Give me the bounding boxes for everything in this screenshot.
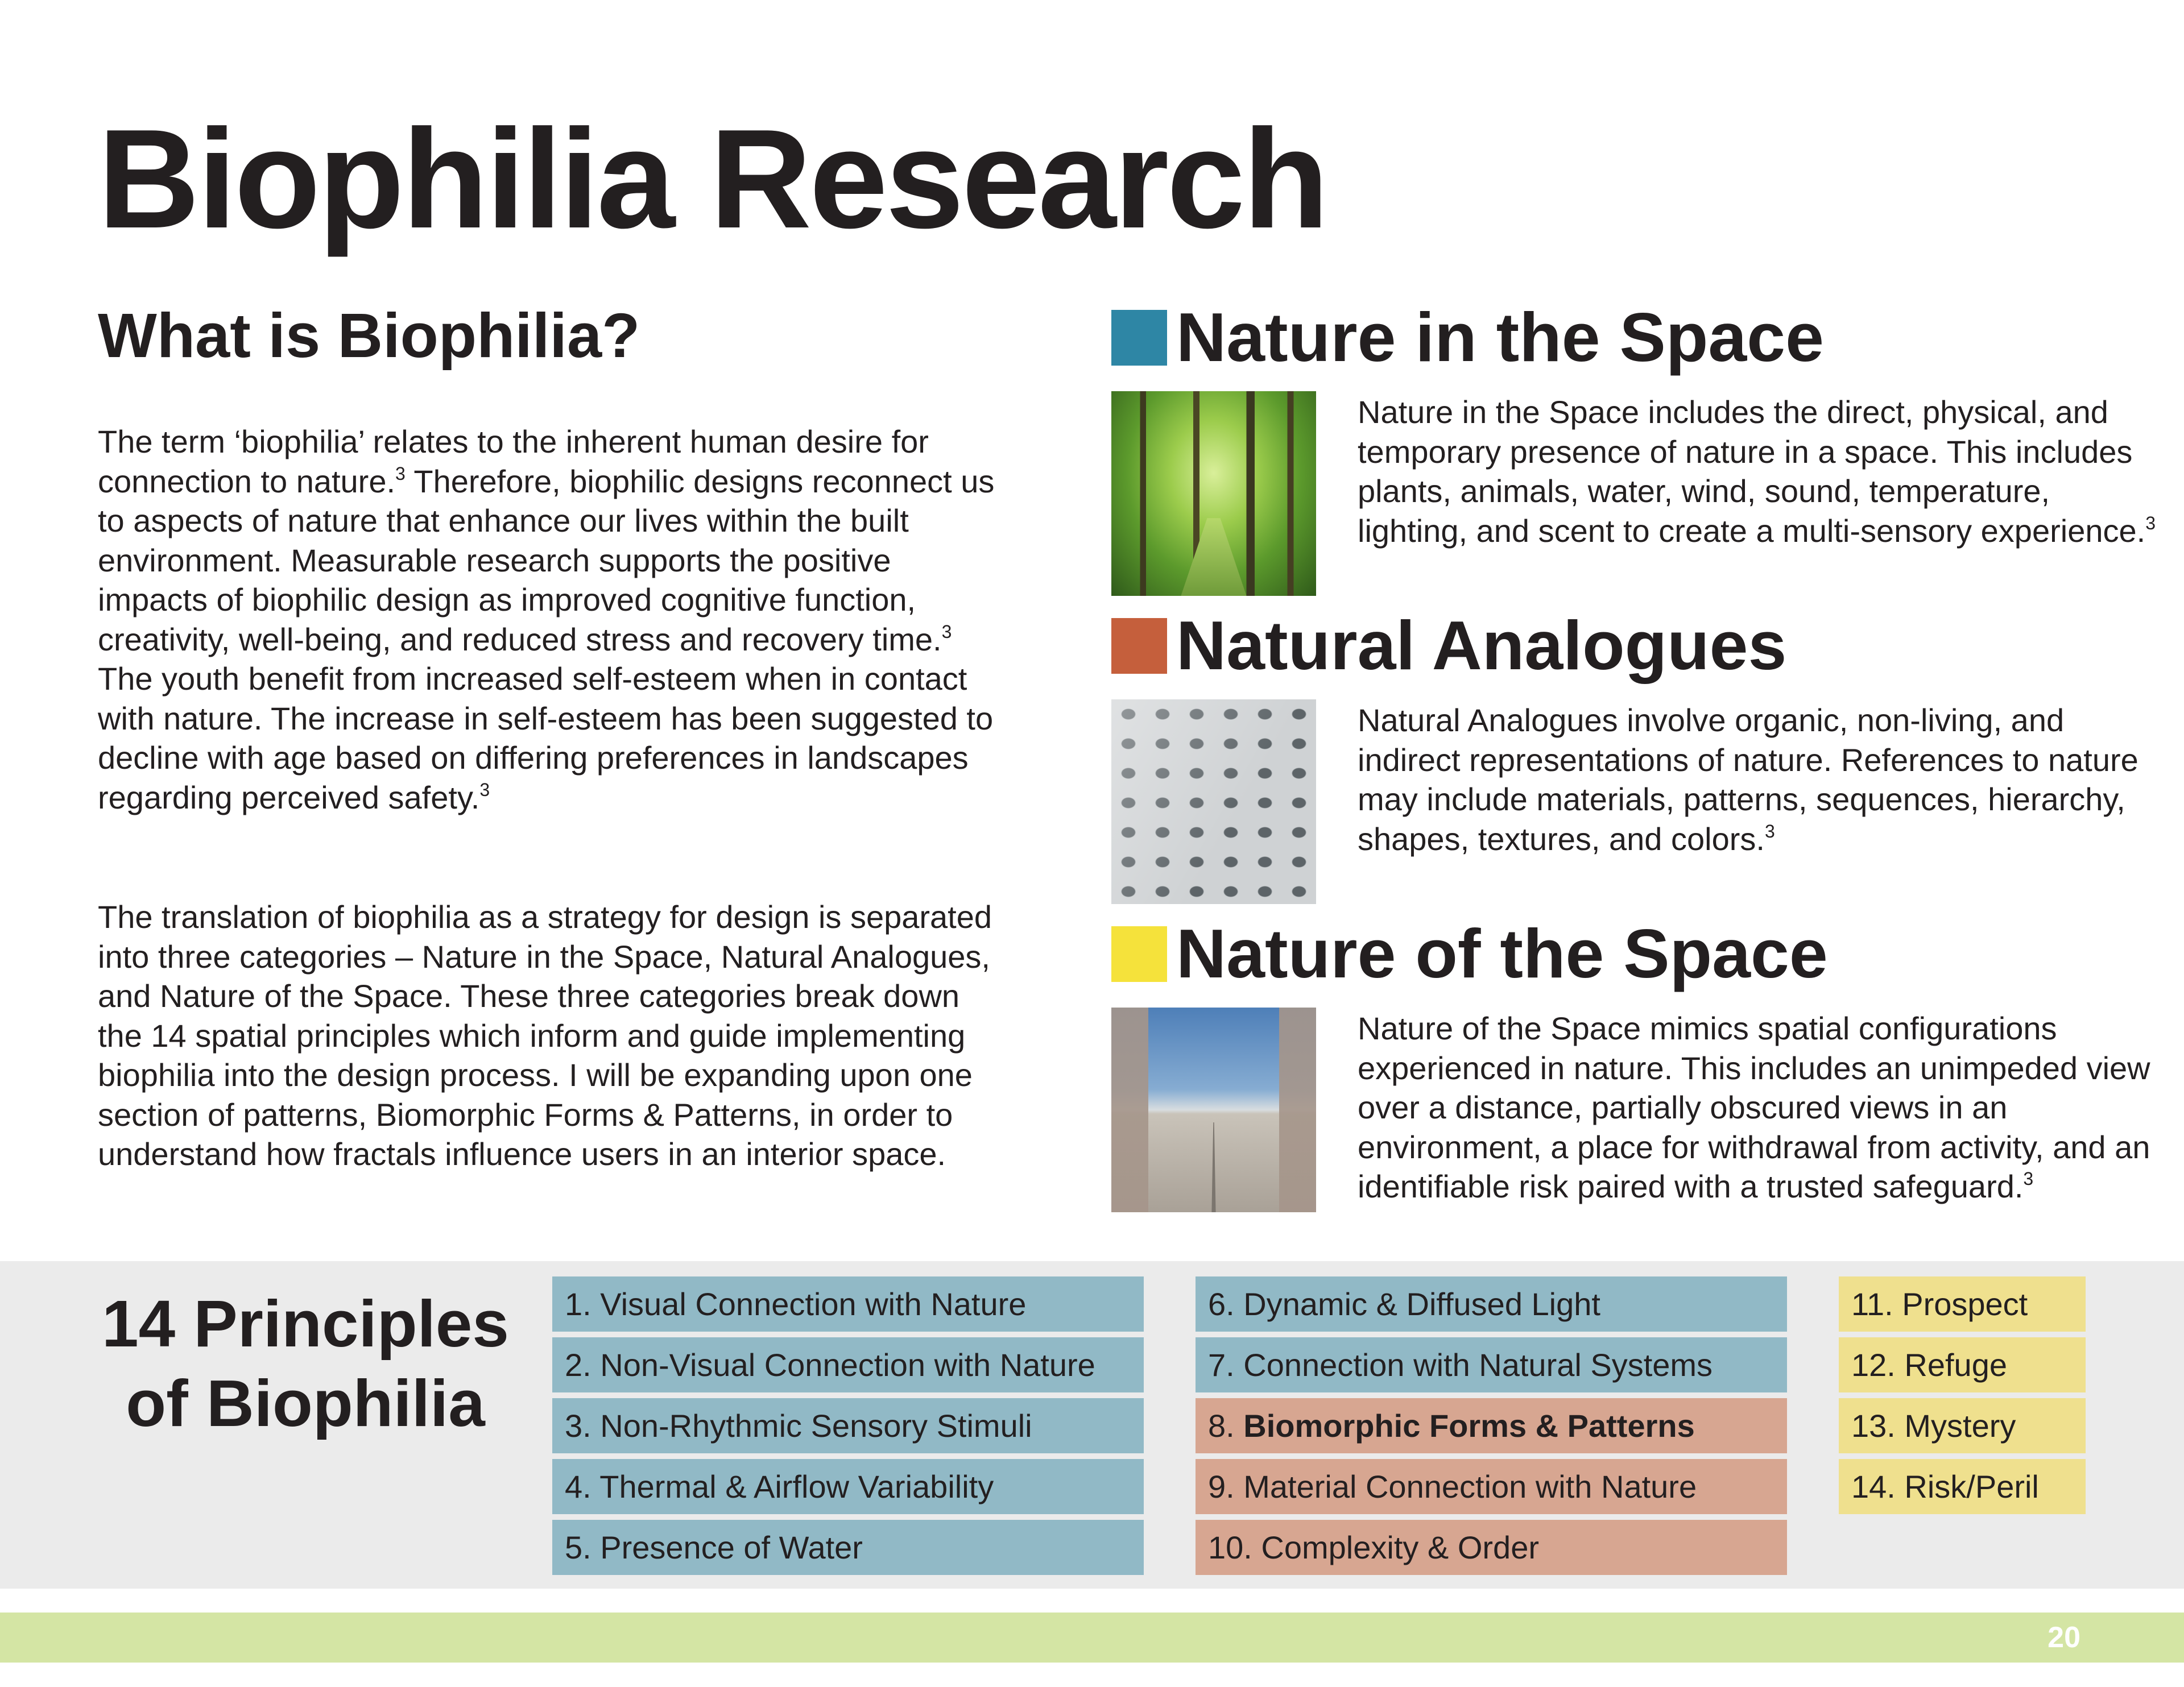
intro-paragraph-2: The translation of biophilia as a strategy for design is separated into three categories – Nature in the Space, Natural Analogues, and Nature of the Space. These three categories break down the 14 spatial principles which inform and guide implementing biophilia into the design process. I will be expanding upon one section of patterns, Biomorphic Forms & Patterns, in order to understand how fractals influence users in an interior space. [98,899,992,1172]
intro-text: Therefore, biophilic designs reconnect us to aspects of nature that enhance our lives within the built environment. Measurable research supports the positive impacts of biophilic design as improved cognitive function, creativity, well-being, and reduced stress and recovery time. [98,463,995,657]
principle-12: 12. Refuge [1839,1337,2086,1392]
page-number: 20 [2048,1621,2080,1654]
principle-8-highlight: Biomorphic Forms & Patterns [1243,1408,1695,1444]
principle-11: 11. Prospect [1839,1276,2086,1332]
nature-in-space-title: Nature in the Space [1176,299,1824,376]
principles-heading-line-1: 14 Principles [102,1287,509,1361]
category-text: Nature of the Space mimics spatial configurations experienced in nature. This includes an unimpeded view over a distance, partially obscured views in an environment, a place for withdrawal from activity, and an identifiable risk paired with a trusted safeguard. [1358,1010,2150,1204]
natural-analogues-description [1358,701,2165,859]
footnote-ref: 3 [2023,1168,2034,1189]
footer-bar [0,1613,2184,1663]
principle-9: 9. Material Connection with Nature [1196,1459,1787,1514]
category-text: Nature in the Space includes the direct, physical, and temporary presence of nature in a space. This includes plants, animals, water, wind, sound, temperature, lighting, and scent to create a multi-sensory experience. [1358,394,2146,549]
forest-photo [1111,391,1316,596]
principle-10: 10. Complexity & Order [1196,1520,1787,1575]
perforated-facade-photo [1111,699,1316,904]
principle-5: 5. Presence of Water [552,1520,1144,1575]
footnote-ref: 3 [2145,512,2156,533]
page-title: Biophilia Research [98,100,1327,258]
courtyard-photo [1111,1008,1316,1212]
intro-text: The term ‘biophilia’ relates to the inherent human desire for connection to nature. [98,424,929,499]
nature-of-space-swatch [1111,926,1167,982]
intro-paragraph-1 [98,422,1008,817]
natural-analogues-title: Natural Analogues [1176,607,1787,684]
category-text: Natural Analogues involve organic, non-living, and indirect representations of nature. References to nature may include materials, patterns, sequences, hierarchy, shapes, textures, and colors. [1358,702,2138,857]
principle-4: 4. Thermal & Airflow Variability [552,1459,1144,1514]
principle-14: 14. Risk/Peril [1839,1459,2086,1514]
nature-in-space-description [1358,392,2165,550]
principle-13: 13. Mystery [1839,1398,2086,1453]
principles-heading [98,1284,513,1443]
principle-8 [1196,1398,1787,1453]
nature-of-space-title: Nature of the Space [1176,915,1828,992]
intro-text: The youth benefit from increased self-esteem when in contact with nature. The increase in self-esteem has been suggested to decline with age based on differing preferences in landscapes regarding perceived safety. [98,661,994,815]
principle-2: 2. Non-Visual Connection with Nature [552,1337,1144,1392]
natural-analogues-swatch [1111,618,1167,674]
footnote-ref: 3 [395,463,406,484]
principle-8-number: 8. [1208,1408,1244,1444]
principle-6: 6. Dynamic & Diffused Light [1196,1276,1787,1332]
footnote-ref: 3 [941,621,952,642]
principles-heading-line-2: of Biophilia [126,1366,485,1440]
principle-1: 1. Visual Connection with Nature [552,1276,1144,1332]
nature-of-space-description [1358,1009,2165,1207]
principle-3: 3. Non-Rhythmic Sensory Stimuli [552,1398,1144,1453]
footnote-ref: 3 [1764,820,1775,842]
intro-heading: What is Biophilia? [98,301,640,371]
nature-in-space-swatch [1111,310,1167,366]
principle-7: 7. Connection with Natural Systems [1196,1337,1787,1392]
footnote-ref: 3 [479,779,490,800]
